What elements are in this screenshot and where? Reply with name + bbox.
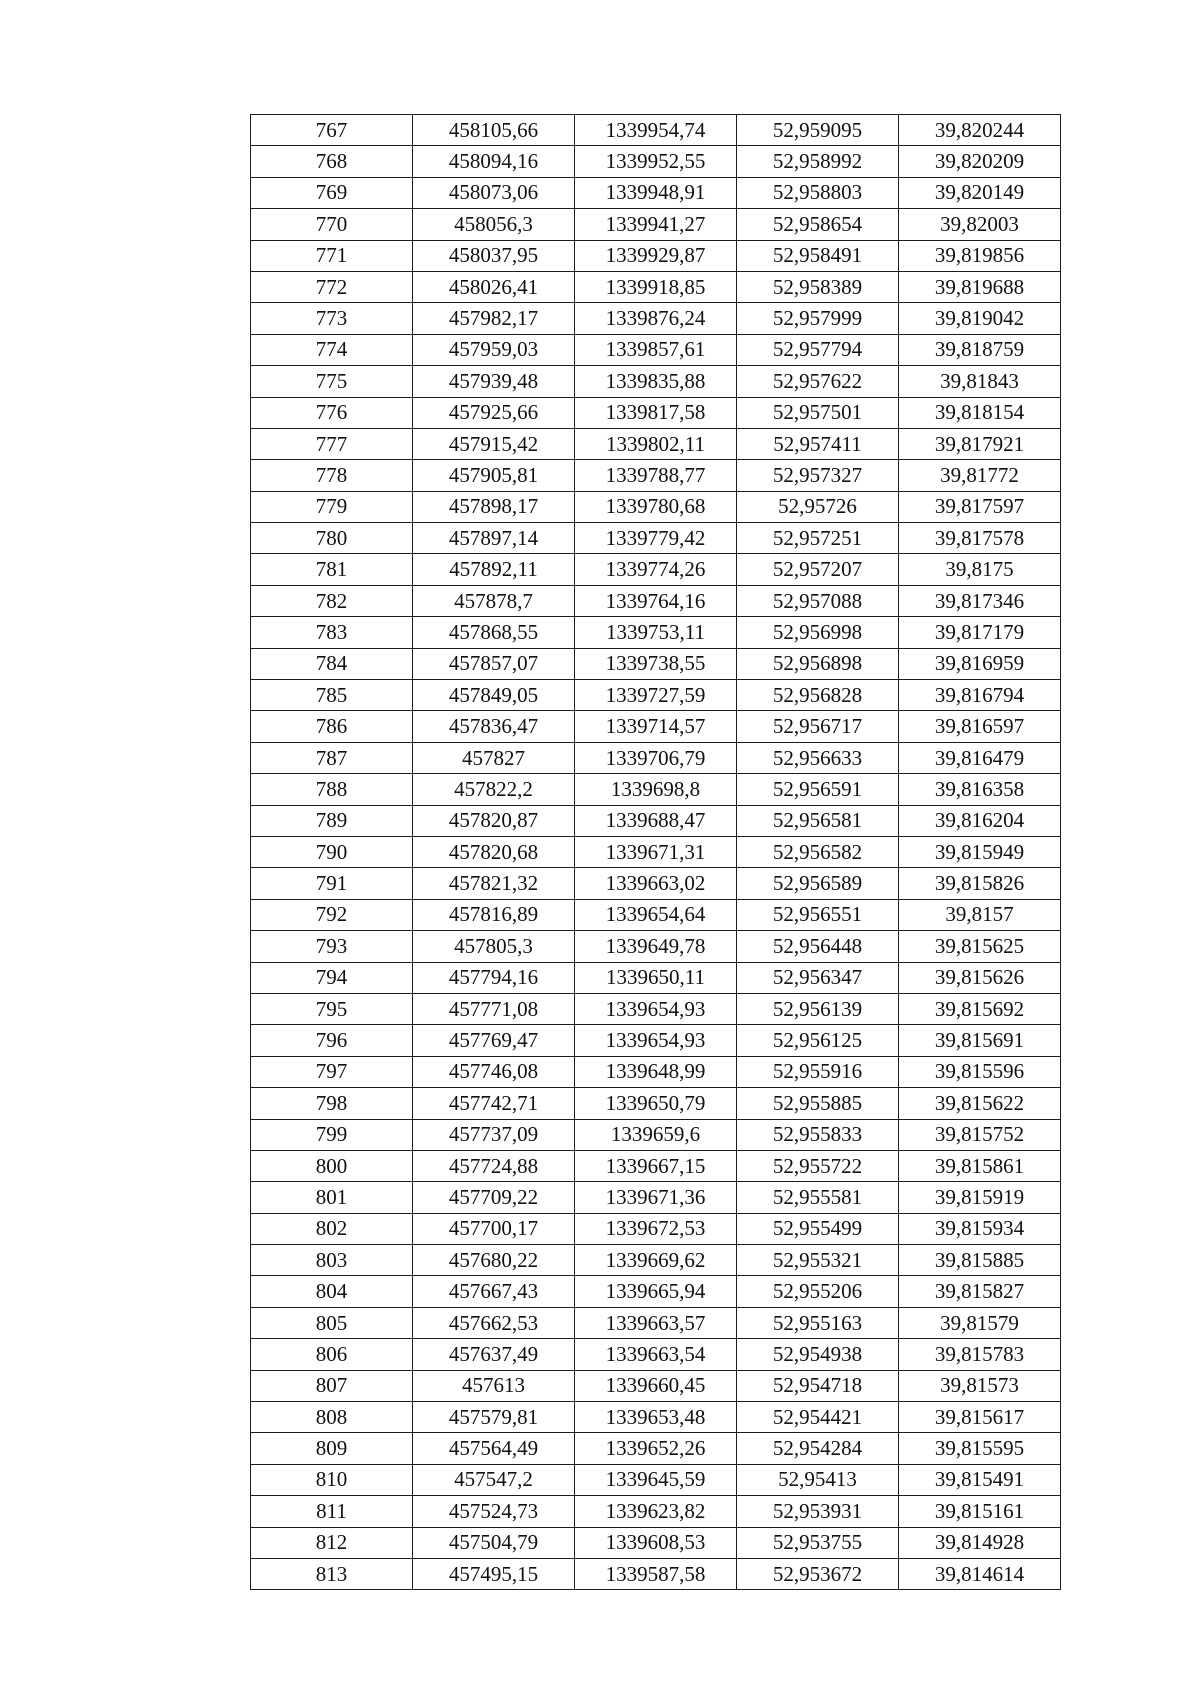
y-coordinate-cell: 1339857,61: [575, 334, 737, 365]
latitude-cell: 52,956551: [737, 899, 899, 930]
point-number-cell: 778: [251, 460, 413, 491]
y-coordinate-cell: 1339663,57: [575, 1307, 737, 1338]
x-coordinate-cell: 457769,47: [413, 1025, 575, 1056]
point-number-cell: 813: [251, 1558, 413, 1589]
y-coordinate-cell: 1339941,27: [575, 209, 737, 240]
x-coordinate-cell: 457925,66: [413, 397, 575, 428]
y-coordinate-cell: 1339929,87: [575, 240, 737, 271]
x-coordinate-cell: 457742,71: [413, 1088, 575, 1119]
table-row: [251, 1558, 1061, 1589]
table-row: [251, 774, 1061, 805]
y-coordinate-cell: 1339653,48: [575, 1402, 737, 1433]
y-coordinate-cell: 1339671,31: [575, 836, 737, 867]
x-coordinate-cell: 457709,22: [413, 1182, 575, 1213]
table-row: [251, 993, 1061, 1024]
longitude-cell: 39,815783: [899, 1339, 1061, 1370]
latitude-cell: 52,955833: [737, 1119, 899, 1150]
longitude-cell: 39,820244: [899, 115, 1061, 146]
table-row: [251, 491, 1061, 522]
y-coordinate-cell: 1339654,64: [575, 899, 737, 930]
table-row: [251, 931, 1061, 962]
point-number-cell: 775: [251, 366, 413, 397]
point-number-cell: 802: [251, 1213, 413, 1244]
y-coordinate-cell: 1339764,16: [575, 585, 737, 616]
latitude-cell: 52,956633: [737, 742, 899, 773]
y-coordinate-cell: 1339665,94: [575, 1276, 737, 1307]
table-row: [251, 868, 1061, 899]
x-coordinate-cell: 457771,08: [413, 993, 575, 1024]
x-coordinate-cell: 457959,03: [413, 334, 575, 365]
longitude-cell: 39,817179: [899, 617, 1061, 648]
y-coordinate-cell: 1339645,59: [575, 1464, 737, 1495]
x-coordinate-cell: 457579,81: [413, 1402, 575, 1433]
table-row: [251, 1496, 1061, 1527]
y-coordinate-cell: 1339672,53: [575, 1213, 737, 1244]
x-coordinate-cell: 457820,68: [413, 836, 575, 867]
longitude-cell: 39,818154: [899, 397, 1061, 428]
table-row: [251, 1339, 1061, 1370]
table-row: [251, 836, 1061, 867]
point-number-cell: 791: [251, 868, 413, 899]
point-number-cell: 788: [251, 774, 413, 805]
x-coordinate-cell: 457816,89: [413, 899, 575, 930]
y-coordinate-cell: 1339802,11: [575, 428, 737, 459]
table-row: [251, 1245, 1061, 1276]
y-coordinate-cell: 1339623,82: [575, 1496, 737, 1527]
latitude-cell: 52,956717: [737, 711, 899, 742]
x-coordinate-cell: 457982,17: [413, 303, 575, 334]
longitude-cell: 39,814928: [899, 1527, 1061, 1558]
latitude-cell: 52,954284: [737, 1433, 899, 1464]
latitude-cell: 52,957088: [737, 585, 899, 616]
latitude-cell: 52,955163: [737, 1307, 899, 1338]
latitude-cell: 52,954421: [737, 1402, 899, 1433]
point-number-cell: 794: [251, 962, 413, 993]
longitude-cell: 39,815626: [899, 962, 1061, 993]
x-coordinate-cell: 457524,73: [413, 1496, 575, 1527]
longitude-cell: 39,816794: [899, 680, 1061, 711]
latitude-cell: 52,957794: [737, 334, 899, 365]
latitude-cell: 52,955206: [737, 1276, 899, 1307]
x-coordinate-cell: 457827: [413, 742, 575, 773]
y-coordinate-cell: 1339753,11: [575, 617, 737, 648]
longitude-cell: 39,817597: [899, 491, 1061, 522]
latitude-cell: 52,956139: [737, 993, 899, 1024]
point-number-cell: 767: [251, 115, 413, 146]
longitude-cell: 39,81573: [899, 1370, 1061, 1401]
latitude-cell: 52,958992: [737, 146, 899, 177]
latitude-cell: 52,957999: [737, 303, 899, 334]
point-number-cell: 812: [251, 1527, 413, 1558]
longitude-cell: 39,815595: [899, 1433, 1061, 1464]
table-row: [251, 1056, 1061, 1087]
point-number-cell: 779: [251, 491, 413, 522]
longitude-cell: 39,820209: [899, 146, 1061, 177]
x-coordinate-cell: 457836,47: [413, 711, 575, 742]
y-coordinate-cell: 1339835,88: [575, 366, 737, 397]
longitude-cell: 39,82003: [899, 209, 1061, 240]
x-coordinate-cell: 458056,3: [413, 209, 575, 240]
table-row: [251, 366, 1061, 397]
table-row: [251, 334, 1061, 365]
x-coordinate-cell: 457547,2: [413, 1464, 575, 1495]
longitude-cell: 39,815885: [899, 1245, 1061, 1276]
x-coordinate-cell: 457821,32: [413, 868, 575, 899]
table-row: [251, 397, 1061, 428]
point-number-cell: 768: [251, 146, 413, 177]
table-row: [251, 1025, 1061, 1056]
point-number-cell: 803: [251, 1245, 413, 1276]
longitude-cell: 39,817921: [899, 428, 1061, 459]
longitude-cell: 39,816597: [899, 711, 1061, 742]
x-coordinate-cell: 458026,41: [413, 271, 575, 302]
x-coordinate-cell: 457794,16: [413, 962, 575, 993]
x-coordinate-cell: 458037,95: [413, 240, 575, 271]
latitude-cell: 52,953672: [737, 1558, 899, 1589]
point-number-cell: 797: [251, 1056, 413, 1087]
x-coordinate-cell: 457680,22: [413, 1245, 575, 1276]
y-coordinate-cell: 1339918,85: [575, 271, 737, 302]
table-row: [251, 209, 1061, 240]
coordinates-table: [250, 114, 1061, 1590]
y-coordinate-cell: 1339780,68: [575, 491, 737, 522]
point-number-cell: 770: [251, 209, 413, 240]
point-number-cell: 783: [251, 617, 413, 648]
coordinates-table-body: [251, 115, 1061, 1590]
latitude-cell: 52,953931: [737, 1496, 899, 1527]
point-number-cell: 809: [251, 1433, 413, 1464]
point-number-cell: 805: [251, 1307, 413, 1338]
x-coordinate-cell: 457746,08: [413, 1056, 575, 1087]
point-number-cell: 799: [251, 1119, 413, 1150]
table-row: [251, 962, 1061, 993]
latitude-cell: 52,958803: [737, 177, 899, 208]
point-number-cell: 787: [251, 742, 413, 773]
table-row: [251, 460, 1061, 491]
longitude-cell: 39,815692: [899, 993, 1061, 1024]
y-coordinate-cell: 1339954,74: [575, 115, 737, 146]
y-coordinate-cell: 1339698,8: [575, 774, 737, 805]
longitude-cell: 39,815949: [899, 836, 1061, 867]
x-coordinate-cell: 457613: [413, 1370, 575, 1401]
longitude-cell: 39,815161: [899, 1496, 1061, 1527]
longitude-cell: 39,815596: [899, 1056, 1061, 1087]
y-coordinate-cell: 1339667,15: [575, 1150, 737, 1181]
longitude-cell: 39,819688: [899, 271, 1061, 302]
point-number-cell: 808: [251, 1402, 413, 1433]
x-coordinate-cell: 457724,88: [413, 1150, 575, 1181]
latitude-cell: 52,955722: [737, 1150, 899, 1181]
table-row: [251, 742, 1061, 773]
y-coordinate-cell: 1339706,79: [575, 742, 737, 773]
y-coordinate-cell: 1339788,77: [575, 460, 737, 491]
latitude-cell: 52,956828: [737, 680, 899, 711]
y-coordinate-cell: 1339654,93: [575, 1025, 737, 1056]
latitude-cell: 52,955499: [737, 1213, 899, 1244]
table-row: [251, 303, 1061, 334]
x-coordinate-cell: 457939,48: [413, 366, 575, 397]
x-coordinate-cell: 457662,53: [413, 1307, 575, 1338]
y-coordinate-cell: 1339659,6: [575, 1119, 737, 1150]
table-row: [251, 711, 1061, 742]
longitude-cell: 39,815691: [899, 1025, 1061, 1056]
y-coordinate-cell: 1339952,55: [575, 146, 737, 177]
point-number-cell: 804: [251, 1276, 413, 1307]
y-coordinate-cell: 1339727,59: [575, 680, 737, 711]
point-number-cell: 782: [251, 585, 413, 616]
table-row: [251, 1150, 1061, 1181]
latitude-cell: 52,956125: [737, 1025, 899, 1056]
point-number-cell: 789: [251, 805, 413, 836]
y-coordinate-cell: 1339587,58: [575, 1558, 737, 1589]
table-row: [251, 1527, 1061, 1558]
point-number-cell: 781: [251, 554, 413, 585]
table-row: [251, 523, 1061, 554]
table-row: [251, 1370, 1061, 1401]
y-coordinate-cell: 1339817,58: [575, 397, 737, 428]
y-coordinate-cell: 1339648,99: [575, 1056, 737, 1087]
x-coordinate-cell: 457915,42: [413, 428, 575, 459]
x-coordinate-cell: 457822,2: [413, 774, 575, 805]
y-coordinate-cell: 1339652,26: [575, 1433, 737, 1464]
latitude-cell: 52,956591: [737, 774, 899, 805]
latitude-cell: 52,955581: [737, 1182, 899, 1213]
table-row: [251, 1307, 1061, 1338]
longitude-cell: 39,819856: [899, 240, 1061, 271]
table-row: [251, 1119, 1061, 1150]
x-coordinate-cell: 457878,7: [413, 585, 575, 616]
latitude-cell: 52,953755: [737, 1527, 899, 1558]
x-coordinate-cell: 457737,09: [413, 1119, 575, 1150]
x-coordinate-cell: 457820,87: [413, 805, 575, 836]
longitude-cell: 39,815491: [899, 1464, 1061, 1495]
table-row: [251, 617, 1061, 648]
table-row: [251, 115, 1061, 146]
point-number-cell: 792: [251, 899, 413, 930]
x-coordinate-cell: 457898,17: [413, 491, 575, 522]
y-coordinate-cell: 1339876,24: [575, 303, 737, 334]
table-row: [251, 805, 1061, 836]
latitude-cell: 52,95413: [737, 1464, 899, 1495]
point-number-cell: 776: [251, 397, 413, 428]
longitude-cell: 39,8175: [899, 554, 1061, 585]
longitude-cell: 39,816479: [899, 742, 1061, 773]
table-row: [251, 146, 1061, 177]
longitude-cell: 39,816358: [899, 774, 1061, 805]
longitude-cell: 39,81579: [899, 1307, 1061, 1338]
table-row: [251, 1433, 1061, 1464]
table-row: [251, 648, 1061, 679]
x-coordinate-cell: 457504,79: [413, 1527, 575, 1558]
y-coordinate-cell: 1339779,42: [575, 523, 737, 554]
x-coordinate-cell: 457667,43: [413, 1276, 575, 1307]
y-coordinate-cell: 1339669,62: [575, 1245, 737, 1276]
point-number-cell: 811: [251, 1496, 413, 1527]
x-coordinate-cell: 457868,55: [413, 617, 575, 648]
latitude-cell: 52,955321: [737, 1245, 899, 1276]
point-number-cell: 774: [251, 334, 413, 365]
latitude-cell: 52,956898: [737, 648, 899, 679]
latitude-cell: 52,956581: [737, 805, 899, 836]
y-coordinate-cell: 1339738,55: [575, 648, 737, 679]
table-row: [251, 1402, 1061, 1433]
latitude-cell: 52,957251: [737, 523, 899, 554]
longitude-cell: 39,815826: [899, 868, 1061, 899]
y-coordinate-cell: 1339774,26: [575, 554, 737, 585]
point-number-cell: 777: [251, 428, 413, 459]
point-number-cell: 769: [251, 177, 413, 208]
table-row: [251, 554, 1061, 585]
point-number-cell: 780: [251, 523, 413, 554]
latitude-cell: 52,956589: [737, 868, 899, 899]
latitude-cell: 52,958491: [737, 240, 899, 271]
y-coordinate-cell: 1339663,02: [575, 868, 737, 899]
y-coordinate-cell: 1339660,45: [575, 1370, 737, 1401]
latitude-cell: 52,954718: [737, 1370, 899, 1401]
latitude-cell: 52,957622: [737, 366, 899, 397]
point-number-cell: 796: [251, 1025, 413, 1056]
latitude-cell: 52,957207: [737, 554, 899, 585]
y-coordinate-cell: 1339650,11: [575, 962, 737, 993]
latitude-cell: 52,957411: [737, 428, 899, 459]
latitude-cell: 52,955916: [737, 1056, 899, 1087]
longitude-cell: 39,81843: [899, 366, 1061, 397]
longitude-cell: 39,815919: [899, 1182, 1061, 1213]
point-number-cell: 772: [251, 271, 413, 302]
x-coordinate-cell: 457805,3: [413, 931, 575, 962]
longitude-cell: 39,814614: [899, 1558, 1061, 1589]
x-coordinate-cell: 457892,11: [413, 554, 575, 585]
longitude-cell: 39,815622: [899, 1088, 1061, 1119]
latitude-cell: 52,95726: [737, 491, 899, 522]
longitude-cell: 39,815617: [899, 1402, 1061, 1433]
table-row: [251, 680, 1061, 711]
latitude-cell: 52,959095: [737, 115, 899, 146]
table-row: [251, 1182, 1061, 1213]
y-coordinate-cell: 1339663,54: [575, 1339, 737, 1370]
longitude-cell: 39,8157: [899, 899, 1061, 930]
longitude-cell: 39,819042: [899, 303, 1061, 334]
latitude-cell: 52,957501: [737, 397, 899, 428]
latitude-cell: 52,955885: [737, 1088, 899, 1119]
point-number-cell: 790: [251, 836, 413, 867]
table-row: [251, 428, 1061, 459]
x-coordinate-cell: 458073,06: [413, 177, 575, 208]
latitude-cell: 52,956582: [737, 836, 899, 867]
point-number-cell: 786: [251, 711, 413, 742]
table-row: [251, 240, 1061, 271]
longitude-cell: 39,815827: [899, 1276, 1061, 1307]
table-row: [251, 177, 1061, 208]
point-number-cell: 773: [251, 303, 413, 334]
y-coordinate-cell: 1339671,36: [575, 1182, 737, 1213]
x-coordinate-cell: 457637,49: [413, 1339, 575, 1370]
longitude-cell: 39,815934: [899, 1213, 1061, 1244]
longitude-cell: 39,815861: [899, 1150, 1061, 1181]
x-coordinate-cell: 457495,15: [413, 1558, 575, 1589]
latitude-cell: 52,958389: [737, 271, 899, 302]
point-number-cell: 771: [251, 240, 413, 271]
x-coordinate-cell: 457700,17: [413, 1213, 575, 1244]
x-coordinate-cell: 457849,05: [413, 680, 575, 711]
y-coordinate-cell: 1339650,79: [575, 1088, 737, 1119]
longitude-cell: 39,820149: [899, 177, 1061, 208]
point-number-cell: 784: [251, 648, 413, 679]
point-number-cell: 785: [251, 680, 413, 711]
longitude-cell: 39,815625: [899, 931, 1061, 962]
x-coordinate-cell: 457564,49: [413, 1433, 575, 1464]
table-row: [251, 899, 1061, 930]
longitude-cell: 39,817346: [899, 585, 1061, 616]
table-row: [251, 1213, 1061, 1244]
longitude-cell: 39,816959: [899, 648, 1061, 679]
latitude-cell: 52,956347: [737, 962, 899, 993]
x-coordinate-cell: 458105,66: [413, 115, 575, 146]
longitude-cell: 39,817578: [899, 523, 1061, 554]
point-number-cell: 801: [251, 1182, 413, 1213]
x-coordinate-cell: 458094,16: [413, 146, 575, 177]
point-number-cell: 795: [251, 993, 413, 1024]
latitude-cell: 52,954938: [737, 1339, 899, 1370]
y-coordinate-cell: 1339948,91: [575, 177, 737, 208]
y-coordinate-cell: 1339714,57: [575, 711, 737, 742]
longitude-cell: 39,816204: [899, 805, 1061, 836]
table-row: [251, 271, 1061, 302]
point-number-cell: 810: [251, 1464, 413, 1495]
y-coordinate-cell: 1339608,53: [575, 1527, 737, 1558]
point-number-cell: 800: [251, 1150, 413, 1181]
x-coordinate-cell: 457857,07: [413, 648, 575, 679]
latitude-cell: 52,956448: [737, 931, 899, 962]
y-coordinate-cell: 1339688,47: [575, 805, 737, 836]
latitude-cell: 52,958654: [737, 209, 899, 240]
table-row: [251, 585, 1061, 616]
longitude-cell: 39,815752: [899, 1119, 1061, 1150]
longitude-cell: 39,818759: [899, 334, 1061, 365]
y-coordinate-cell: 1339649,78: [575, 931, 737, 962]
x-coordinate-cell: 457897,14: [413, 523, 575, 554]
point-number-cell: 807: [251, 1370, 413, 1401]
longitude-cell: 39,81772: [899, 460, 1061, 491]
table-row: [251, 1088, 1061, 1119]
table-row: [251, 1276, 1061, 1307]
y-coordinate-cell: 1339654,93: [575, 993, 737, 1024]
point-number-cell: 806: [251, 1339, 413, 1370]
latitude-cell: 52,957327: [737, 460, 899, 491]
x-coordinate-cell: 457905,81: [413, 460, 575, 491]
point-number-cell: 793: [251, 931, 413, 962]
table-row: [251, 1464, 1061, 1495]
point-number-cell: 798: [251, 1088, 413, 1119]
latitude-cell: 52,956998: [737, 617, 899, 648]
